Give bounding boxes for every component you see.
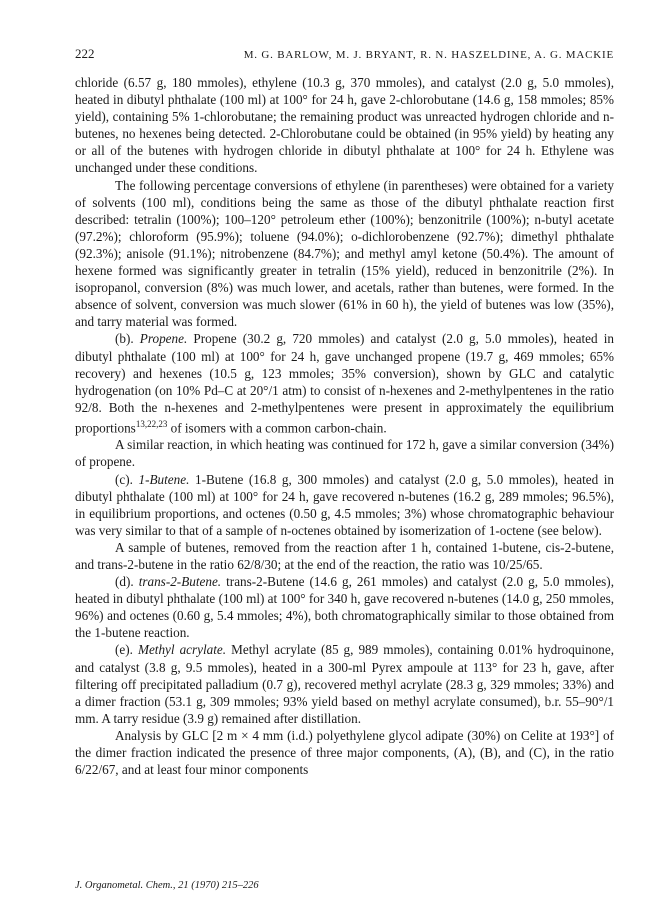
section-title: 1-Butene. (138, 471, 190, 487)
section-title: Propene. (139, 331, 188, 347)
paragraph (75, 436, 614, 470)
section-label: (b). (115, 331, 140, 347)
reference-superscript: 13,22,23 (135, 418, 168, 429)
paragraph (75, 177, 614, 331)
paragraph-text: A similar reaction, in which heating was continued for 172 h, gave a similar conversion (34%) of propene. (75, 437, 614, 470)
section-label: (e). (115, 642, 138, 658)
paragraph (75, 330, 614, 436)
journal-footer: J. Organometal. Chem., 21 (1970) 215–226 (75, 880, 259, 891)
paragraph (75, 74, 614, 177)
paragraph-text: Propene (30.2 g, 720 mmoles) and catalyst (2.0 g, 5.0 mmoles), heated in dibutyl phthalate (100 ml) at 100° for 24 h, gave unchanged propene (19.7 g, 469 mmoles; 65% recovery) and hexenes (10.5 g, 123 mmoles; 35% conversion), shown by GLC and catalytic hydrogenation (on 10% Pd–C at 20°/1 atm) to consist of n-hexenes and 2-methylpentenes in the ratio 92/8. Both the n-hexenes and 2-methylpentenes were present in approximately the equilibrium proportions (75, 331, 614, 436)
section-label: (d). (115, 574, 139, 590)
paragraph-text: chloride (6.57 g, 180 mmoles), ethylene (10.3 g, 370 mmoles), and catalyst (2.0 g, 5.0 mmoles), heated in dibutyl phthalate (100 ml) at 100° for 24 h, gave 2-chlorobutane (14.6 g, 158 mmoles; 85% yield), containing 5% 1-chlorobutane; the remaining product was unreacted hydrogen chloride and n-butenes, no hexenes being detected. 2-Chlorobutane could be obtained (in 95% yield) by heating any or all of the butenes with hydrogen chloride in dibutyl phthalate at 100° for 24 h. Ethylene was unchanged under these conditions. (75, 75, 614, 176)
paragraph (75, 539, 614, 573)
paragraph-text: A sample of butenes, removed from the reaction after 1 h, contained 1-butene, cis-2-butene, and trans-2-butene in the ratio 62/8/30; at the end of the reaction, the ratio was 10/25/65. (75, 539, 614, 573)
paragraph-text: Methyl acrylate (85 g, 989 mmoles), containing 0.01% hydroquinone, and catalyst (3.8 g, 9.5 mmoles), heated in a 300-ml Pyrex ampoule at 113° for 23 h, gave, after filtering off precipitated palladium (0.7 g), recovered methyl acrylate (28.3 g, 329 mmoles; 33%) and a dimer fraction (53.1 g, 309 mmoles; 93% yield based on methyl acrylate consumed), b.r. 55–90°/1 mm. A tarry residue (3.9 g) remained after distillation. (75, 642, 614, 726)
page-number: 222 (75, 46, 95, 61)
paragraph (75, 727, 614, 778)
paragraph (75, 573, 614, 641)
paragraph-text: Analysis by GLC [2 m × 4 mm (i.d.) polyethylene glycol adipate (30%) on Celite at 193°] of the dimer fraction indicated the presence of three major components, (A), (B), and (C), in the ratio 6/22/67, and at least four minor components (75, 727, 614, 778)
paragraph-text: The following percentage conversions of ethylene (in parentheses) were obtained for a variety of solvents (100 ml), conditions being the same as those of the dibutyl phthalate reaction first described: tetralin (100%); 100–120° petroleum ether (100%); benzonitrile (100%); n-butyl acetate (97.2%); chloroform (95.9%); toluene (94.0%); o-dichlorobenzene (92.7%); dimethyl phthalate (92.3%); anisole (91.1%); nitrobenzene (84.7%); and methyl amyl ketone (50.4%). The amount of hexene formed was significantly greater in tetralin (15% yield), reduced in benzonitrile (2%). In isopropanol, conversion (8%) was much lower, and acetals, rather than butenes, were formed. In the absence of solvent, conversion was much slower (61% in 60 h), the yield of butenes was low (35%), and tarry material was formed. (75, 177, 614, 330)
paragraph-text-after: of isomers with a common carbon-chain. (167, 420, 387, 436)
paragraph (75, 471, 614, 539)
article-body (75, 74, 614, 778)
paragraph-text: 1-Butene (16.8 g, 300 mmoles) and catalyst (2.0 g, 5.0 mmoles), heated in dibutyl phthalate (100 ml) at 100° for 24 h, gave recovered n-butenes (16.2 g, 289 mmoles; 96.5%), in equilibrium proportions, and octenes (0.50 g, 4.5 mmoles; 3%) whose chromatographic behaviour was very similar to that of a sample of n-octenes obtained by isomerization of 1-octene (see below). (75, 471, 614, 538)
running-authors: M. G. BARLOW, M. J. BRYANT, R. N. HASZELDINE, A. G. MACKIE (243, 49, 614, 61)
section-title: trans-2-Butene. (138, 574, 222, 590)
page-header (75, 46, 614, 62)
section-title: Methyl acrylate. (137, 642, 227, 658)
paragraph-text: trans-2-Butene (14.6 g, 261 mmoles) and catalyst (2.0 g, 5.0 mmoles), heated in dibutyl phthalate (100 ml) at 100° for 340 h, gave recovered n-butenes (14.0 g, 250 mmoles, 96%) and octenes (0.60 g, 5.4 mmoles; 4%), both chromatographically similar to those obtained from the 1-butene reaction. (75, 574, 614, 641)
paragraph (75, 641, 614, 726)
section-label: (c). (115, 471, 139, 487)
